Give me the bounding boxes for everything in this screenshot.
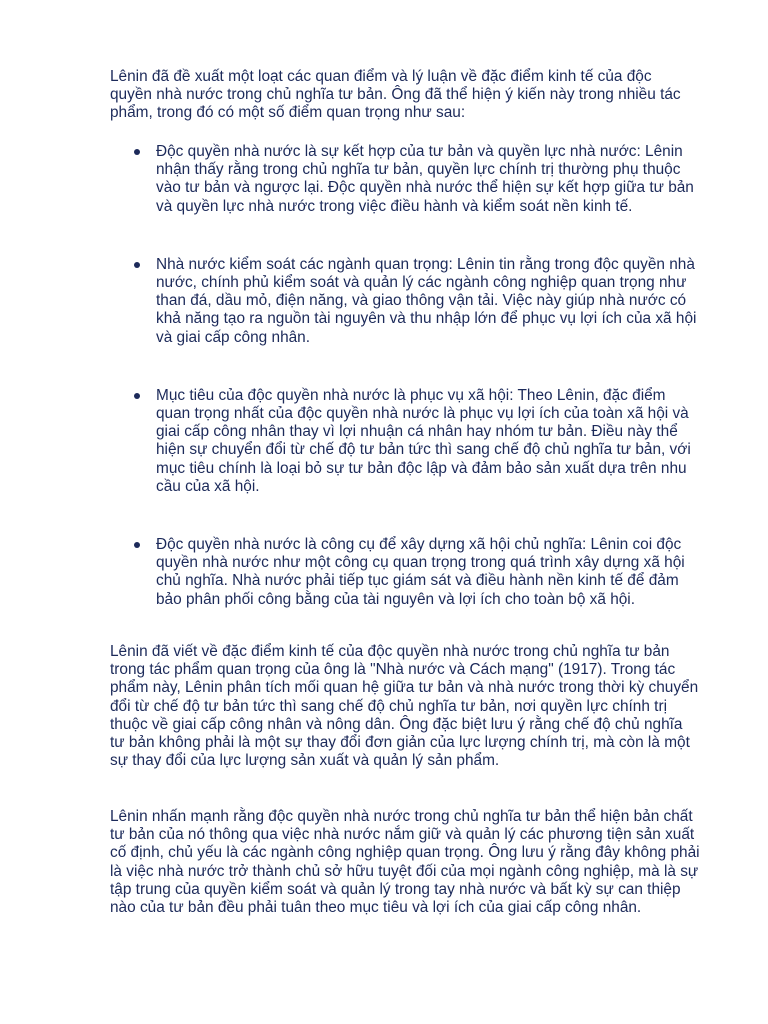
body-paragraph: Lênin nhấn mạnh rằng độc quyền nhà nước trong chủ nghĩa tư bản thể hiện bản chất tư bản của nó thông qua việc nhà nước nắm giữ và quản lý các phương tiện sản xuất cố định, chủ yếu là các ngành công nghiệp quan trọng. Ông lưu ý rằng đây không phải là việc nhà nước trở thành chủ sở hữu tuyệt đối của mọi ngành công nghiệp, mà là sự tập trung của quyền kiểm soát và quản lý trong tay nhà nước và bất kỳ sự can thiệp nào của tư bản đều phải tuân theo mục tiêu và lợi ích của giai cấp công nhân. [110, 808, 700, 917]
bullet-text: Độc quyền nhà nước là công cụ để xây dựng xã hội chủ nghĩa: Lênin coi độc quyền nhà nước như một công cụ quan trọng trong quá trình xây dựng xã hội chủ nghĩa. Nhà nước phải tiếp tục giám sát và điều hành nền kinh tế để đảm bảo phân phối công bằng của tài nguyên và lợi ích cho toàn bộ xã hội. [156, 536, 685, 608]
bullet-item [110, 143, 700, 216]
bullet-item [110, 387, 700, 496]
bullet-dot-icon [134, 393, 140, 399]
bullet-text: Nhà nước kiểm soát các ngành quan trọng: Lênin tin rằng trong độc quyền nhà nước, chính phủ kiểm soát và quản lý các ngành công nghiệp quan trọng như than đá, dầu mỏ, điện năng, và giao thông vận tải. Việc này giúp nhà nước có khả năng tạo ra nguồn tài nguyên và thu nhập lớn để phục vụ lợi ích của xã hội và giai cấp công nhân. [156, 255, 697, 346]
bullet-text: Độc quyền nhà nước là sự kết hợp của tư bản và quyền lực nhà nước: Lênin nhận thấy rằng trong chủ nghĩa tư bản, quyền lực chính trị thường phụ thuộc vào tư bản và ngược lại. Độc quyền nhà nước thể hiện sự kết hợp giữa tư bản và quyền lực nhà nước trong việc điều hành và kiểm soát nền kinh tế. [156, 143, 694, 215]
bullet-list [110, 143, 700, 649]
bullet-text: Mục tiêu của độc quyền nhà nước là phục vụ xã hội: Theo Lênin, đặc điểm quan trọng nhất của độc quyền nhà nước là phục vụ lợi ích của toàn xã hội và giai cấp công nhân thay vì lợi nhuận cá nhân hay nhóm tư bản. Điều này thể hiện sự chuyển đổi từ chế độ tư bản tức thì sang chế độ chủ nghĩa tư bản, với mục tiêu chính là loại bỏ sự tư bản độc lập và đảm bảo sản xuất dựa trên nhu cầu của xã hội. [156, 386, 691, 495]
body-paragraph: Lênin đã viết về đặc điểm kinh tế của độc quyền nhà nước trong chủ nghĩa tư bản trong tác phẩm quan trọng của ông là "Nhà nước và Cách mạng" (1917). Trong tác phẩm này, Lênin phân tích mối quan hệ giữa tư bản và nhà nước trong thời kỳ chuyển đổi từ chế độ tư bản tức thì sang chế độ chủ nghĩa tư bản, nơi quyền lực chính trị thuộc về giai cấp công nhân và nông dân. Ông đặc biệt lưu ý rằng chế độ chủ nghĩa tư bản không phải là một sự thay đổi đơn giản của lực lượng chính trị, mà còn là một sự thay đổi của lực lượng sản xuất và quản lý sản phẩm. [110, 643, 699, 770]
intro-paragraph: Lênin đã đề xuất một loạt các quan điểm và lý luận về đặc điểm kinh tế của độc quyền nhà nước trong chủ nghĩa tư bản. Ông đã thể hiện ý kiến này trong nhiều tác phẩm, trong đó có một số điểm quan trọng như sau: [110, 68, 681, 122]
bullet-dot-icon [134, 149, 140, 155]
bullet-dot-icon [134, 542, 140, 548]
bullet-item [110, 536, 700, 609]
bullet-item [110, 256, 700, 347]
bullet-dot-icon [134, 262, 140, 268]
